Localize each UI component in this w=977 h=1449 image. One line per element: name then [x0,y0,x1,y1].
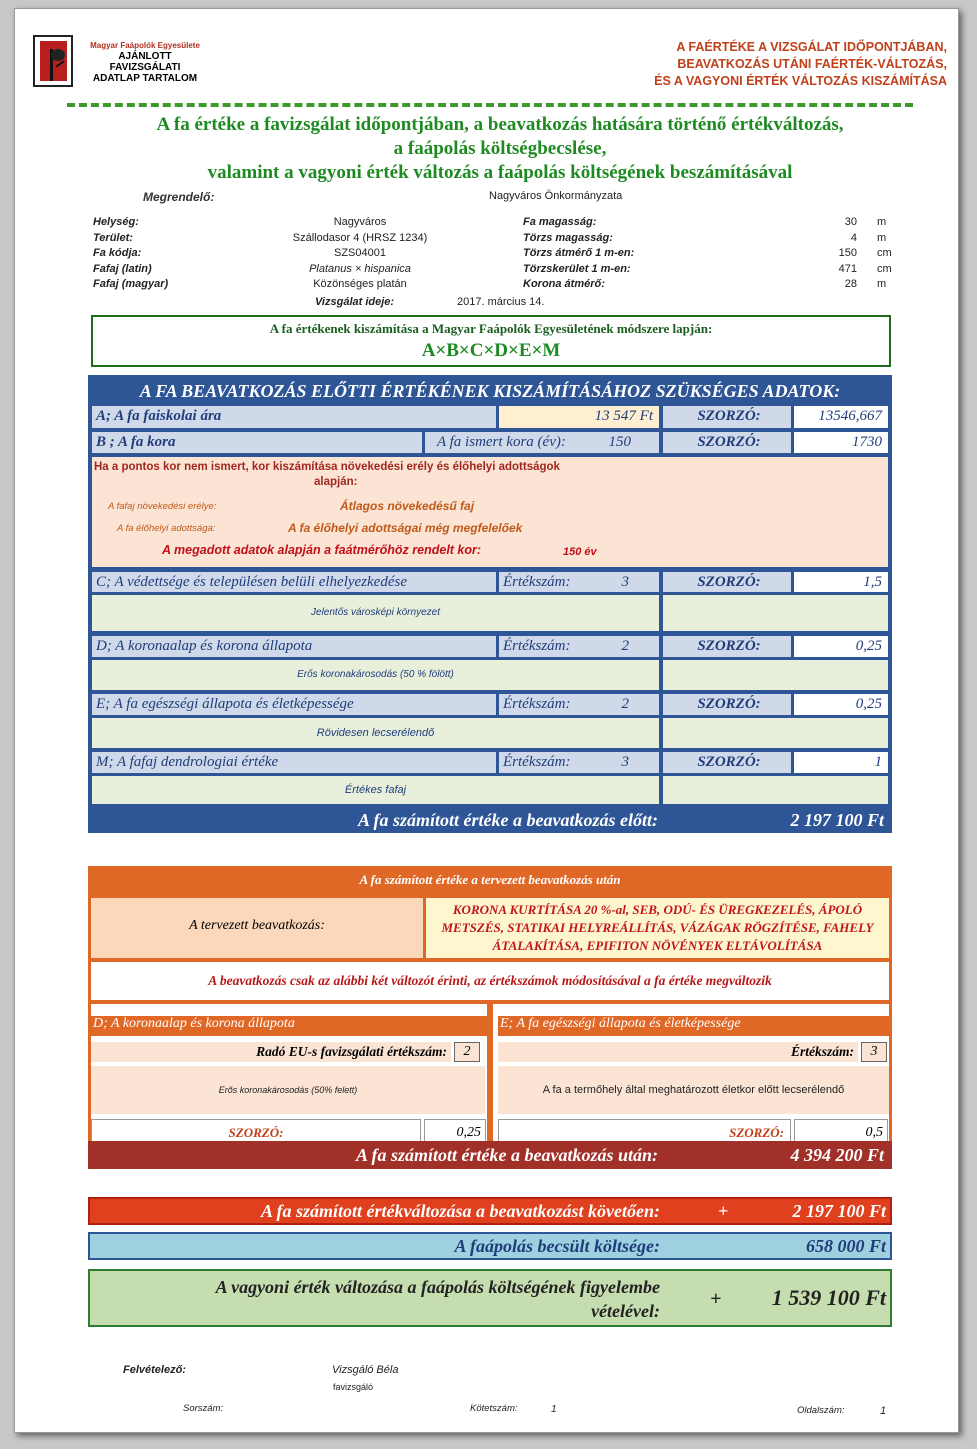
row-d-label: D; A koronaalap és korona állapota [92,636,496,657]
info-label: Törzs magasság: [523,231,613,244]
row-m-ertekszam-label: Értékszám: [503,754,571,770]
info-value: 4 [850,231,857,244]
row-b-known-label: A fa ismert kora (év): [437,434,566,450]
row-m-value: 3 [621,754,629,770]
row-e-ertekszam-label: Értékszám: [503,696,571,712]
info-value: Szállodasor 4 (HRSZ 1234) [292,231,428,244]
after-heading: A fa számított értéke a tervezett beavatkozás után [359,872,621,887]
info-label: Fa kódja: [93,247,142,259]
row-b-known-value: 150 [608,434,631,450]
cost-label: A faápolás becsült költsége: [454,1236,660,1256]
row-c-szorzo-label: SZORZÓ: [663,572,791,592]
info-label: Fafaj (magyar) [93,278,169,290]
association-logo [33,35,73,87]
after-e-sub-cell [498,1042,858,1062]
after-e-note: A fa a termőhely által meghatározott életkor előtt lecserélendő [498,1066,889,1114]
after-total-bar [88,1141,892,1169]
after-d-note: Erős koronakárosodás (50% felett) [91,1066,485,1114]
recorder-label: Felvételező: [123,1364,186,1376]
before-total-value: 2 197 100 Ft [790,810,884,830]
row-d-ertekszam [499,636,659,657]
change-label: A fa számított értékváltozása a beavatkozást követően: [261,1201,660,1221]
after-d-szorzo-label: SZORZÓ: [91,1119,421,1145]
row-c-value: 3 [621,574,629,590]
planned-text: KORONA KURTÍTÁSA 20 %-al, SEB, ODÚ- ÉS ÜREGKEZELÉS, ÁPOLÓ METSZÉS, STATIKAI HELYREÁLLÍTÁS, VÁZÁGAK RÖGZÍTÉSE, FAHELY ÁTALAKÍTÁSA, EPIFITON NÖVÉNYEK ELTÁVOLÍTÁSA [441,902,874,953]
after-note: A beavatkozás csak az alábbi két változót érinti, az értékszámok módosításával a fa értéke megváltozik [91,962,889,1000]
after-e-value: 3 [861,1042,887,1062]
cost-value: 658 000 Ft [805,1236,886,1256]
info-unit: cm [877,247,892,259]
page-label: Oldalszám: [797,1405,845,1416]
right-title-1: A FAÉRTÉKE A VIZSGÁLAT IDŐPONTJÁBAN, [676,40,947,54]
row-c-label: C; A védettsége és településen belüli elhelyezkedése [92,572,496,592]
volume-label: Kötetszám: [470,1403,518,1414]
row-e-value: 2 [621,696,629,712]
info-right-units [877,215,907,293]
row-m-szorzo: 1 [794,752,888,773]
row-c-ertekszam-label: Értékszám: [503,574,571,590]
before-section [88,375,892,833]
recorder-role: favizsgáló [333,1382,374,1392]
row-m-ertekszam [499,752,659,773]
right-title-3: ÉS A VAGYONI ÉRTÉK VÁLTOZÁS KISZÁMÍTÁSA [654,74,947,88]
before-heading: A FA BEAVATKOZÁS ELŐTTI ÉRTÉKÉNEK KISZÁMÍTÁSÁHOZ SZÜKSÉGES ADATOK: [139,381,841,401]
info-label: Fafaj (latin) [93,262,152,275]
after-e-label: E; A fa egészségi állapota és életképessége [498,1016,889,1036]
after-d-sub-cell [91,1042,451,1062]
cost-bar [88,1232,892,1260]
info-label: Törzs átmérő 1 m-en: [523,247,635,259]
row-e-ertekszam [499,694,659,715]
info-left-values [245,215,475,293]
change-sign: + [718,1201,729,1221]
asset-label-1: A vagyoni érték változása a faápolás költségének figyelembe [215,1277,660,1297]
info-value: 150 [838,247,857,259]
info-right-labels [523,215,693,293]
row-a-szorzo: 13546,667 [794,406,888,428]
row-e-label: E; A fa egészségi állapota és életképessége [92,694,496,715]
age-note-2: alapján: [314,476,358,488]
after-d-label: D; A koronaalap és korona állapota [91,1016,487,1036]
change-bar [88,1197,892,1225]
info-value: SZS04001 [334,247,386,259]
date-label: Vizsgálat ideje: [315,296,395,308]
info-label: Törzskerület 1 m-en: [523,262,631,275]
main-title [55,113,945,185]
row-m-szorzo-label: SZORZÓ: [663,752,791,773]
asset-value: 1 539 100 Ft [771,1285,886,1310]
after-e-sub-label: Értékszám: [790,1044,854,1059]
info-label: Fa magasság: [523,216,597,228]
growth-label: A fafaj növekedési erélye: [108,501,217,512]
method-formula: A×B×C×D×E×M [421,340,561,361]
row-c-ertekszam [499,572,659,592]
after-d-value: 2 [454,1042,480,1062]
before-total-label: A fa számított értéke a beavatkozás előtt: [358,810,658,830]
info-label: Terület: [93,231,133,244]
habitat-value: A fa élőhelyi adottságai még megfelelőek [288,521,523,535]
row-e-szorzo-label: SZORZÓ: [663,694,791,715]
after-total-value: 4 394 200 Ft [790,1145,884,1165]
age-value: 150 év [563,546,597,558]
info-value: Nagyváros [333,216,387,228]
row-e-szorzo: 0,25 [794,694,888,715]
left-title-3: ADATLAP TARTALOM [92,73,198,84]
row-d-szorzo-label: SZORZÓ: [663,636,791,657]
volume-value: 1 [551,1404,557,1415]
info-label: Helység: [93,216,139,228]
info-value: 28 [844,278,857,290]
growth-value: Átlagos növekedésű faj [340,499,475,513]
serial-label: Sorszám: [183,1403,224,1414]
row-d-note: Erős koronakárosodás (50 % fölött) [92,660,659,690]
method-text: A fa értékenek kiszámítása a Magyar Faápolók Egyesületének módszere lapján: [269,321,713,336]
info-value: 30 [844,216,857,228]
info-right-values [795,215,857,293]
info-value: Közönséges platán [313,278,407,290]
after-section [88,866,892,1166]
page-value: 1 [880,1405,887,1417]
row-a-value: 13 547 Ft [499,406,659,428]
info-unit: m [877,231,887,244]
main-title-line3: valamint a vagyoni érték változás a faápolás költségének beszámításával [207,162,793,183]
row-a-label: A; A fa faiskolai ára [92,406,496,428]
row-d-value: 2 [621,638,629,654]
row-d-szorzo: 0,25 [794,636,888,657]
planned-text-cell [426,898,889,958]
date-value: 2017. március 14. [457,296,545,308]
row-m-note-blank [663,776,888,804]
after-total-label: A fa számított értéke a beavatkozás után: [355,1145,658,1165]
row-e-note: Rövidesen lecserélendő [92,718,659,748]
row-b-szorzo: 1730 [794,432,888,453]
right-title-2: BEAVATKOZÁS UTÁNI FAÉRTÉK-VÁLTOZÁS, [677,57,947,71]
row-b-known [425,432,659,453]
row-a-szorzo-label: SZORZÓ: [663,406,791,428]
left-title-1: AJÁNLOTT [118,51,172,62]
info-left-labels [93,215,243,293]
main-title-line2: a faápolás költségbecslése, [393,138,607,159]
planned-label-cell [91,898,423,958]
row-m-note: Értékes fafaj [92,776,659,804]
document-page [14,8,959,1433]
info-label: Korona átmérő: [523,278,605,290]
row-d-ertekszam-label: Értékszám: [503,638,571,654]
asset-sign: + [710,1288,722,1310]
client-value: Nagyváros Önkormányzata [489,190,623,202]
client-label: Megrendelő: [143,190,215,204]
row-b-label: B ; A fa kora [92,432,422,453]
org-name: Magyar Faápolók Egyesülete [90,41,200,50]
row-e-note-blank [663,718,888,748]
after-e-szorzo: 0,5 [794,1119,888,1145]
row-c-note-blank [663,595,888,631]
info-value: 471 [838,262,857,275]
after-e-szorzo-label: SZORZÓ: [498,1119,791,1145]
change-value: 2 197 100 Ft [792,1201,886,1221]
row-m-label: M; A fafaj dendrologiai értéke [92,752,496,773]
after-d-szorzo: 0,25 [424,1119,486,1145]
header-divider [67,103,913,107]
row-b-szorzo-label: SZORZÓ: [663,432,791,453]
left-title-2: FAVIZSGÁLATI [109,62,181,73]
recorder-name: Vizsgáló Béla [332,1364,399,1376]
method-box [91,315,891,367]
info-unit: cm [877,262,892,275]
after-d-sub-label: Radó EU-s favizsgálati értékszám: [256,1044,447,1059]
info-unit: m [877,278,887,290]
info-unit: m [877,216,887,228]
asset-label-2: vételével: [591,1301,660,1321]
main-title-line1: A fa értéke a favizsgálat időpontjában, a beavatkozás hatására történő értékváltozás, [156,114,844,135]
age-note-1: Ha a pontos kor nem ismert, kor kiszámítása növekedési erély és élőhelyi adottságok [94,461,560,473]
habitat-label: A fa élőhelyi adottsága: [117,523,216,534]
age-label: A megadott adatok alapján a faátmérőhöz rendelt kor: [162,543,482,557]
row-d-note-blank [663,660,888,690]
asset-bar [88,1269,892,1327]
planned-label: A tervezett beavatkozás: [189,918,325,933]
row-c-note: Jelentős városképi környezet [92,595,659,631]
row-c-szorzo: 1,5 [794,572,888,592]
age-calc-box [92,457,888,567]
info-value: Platanus × hispanica [309,262,411,275]
